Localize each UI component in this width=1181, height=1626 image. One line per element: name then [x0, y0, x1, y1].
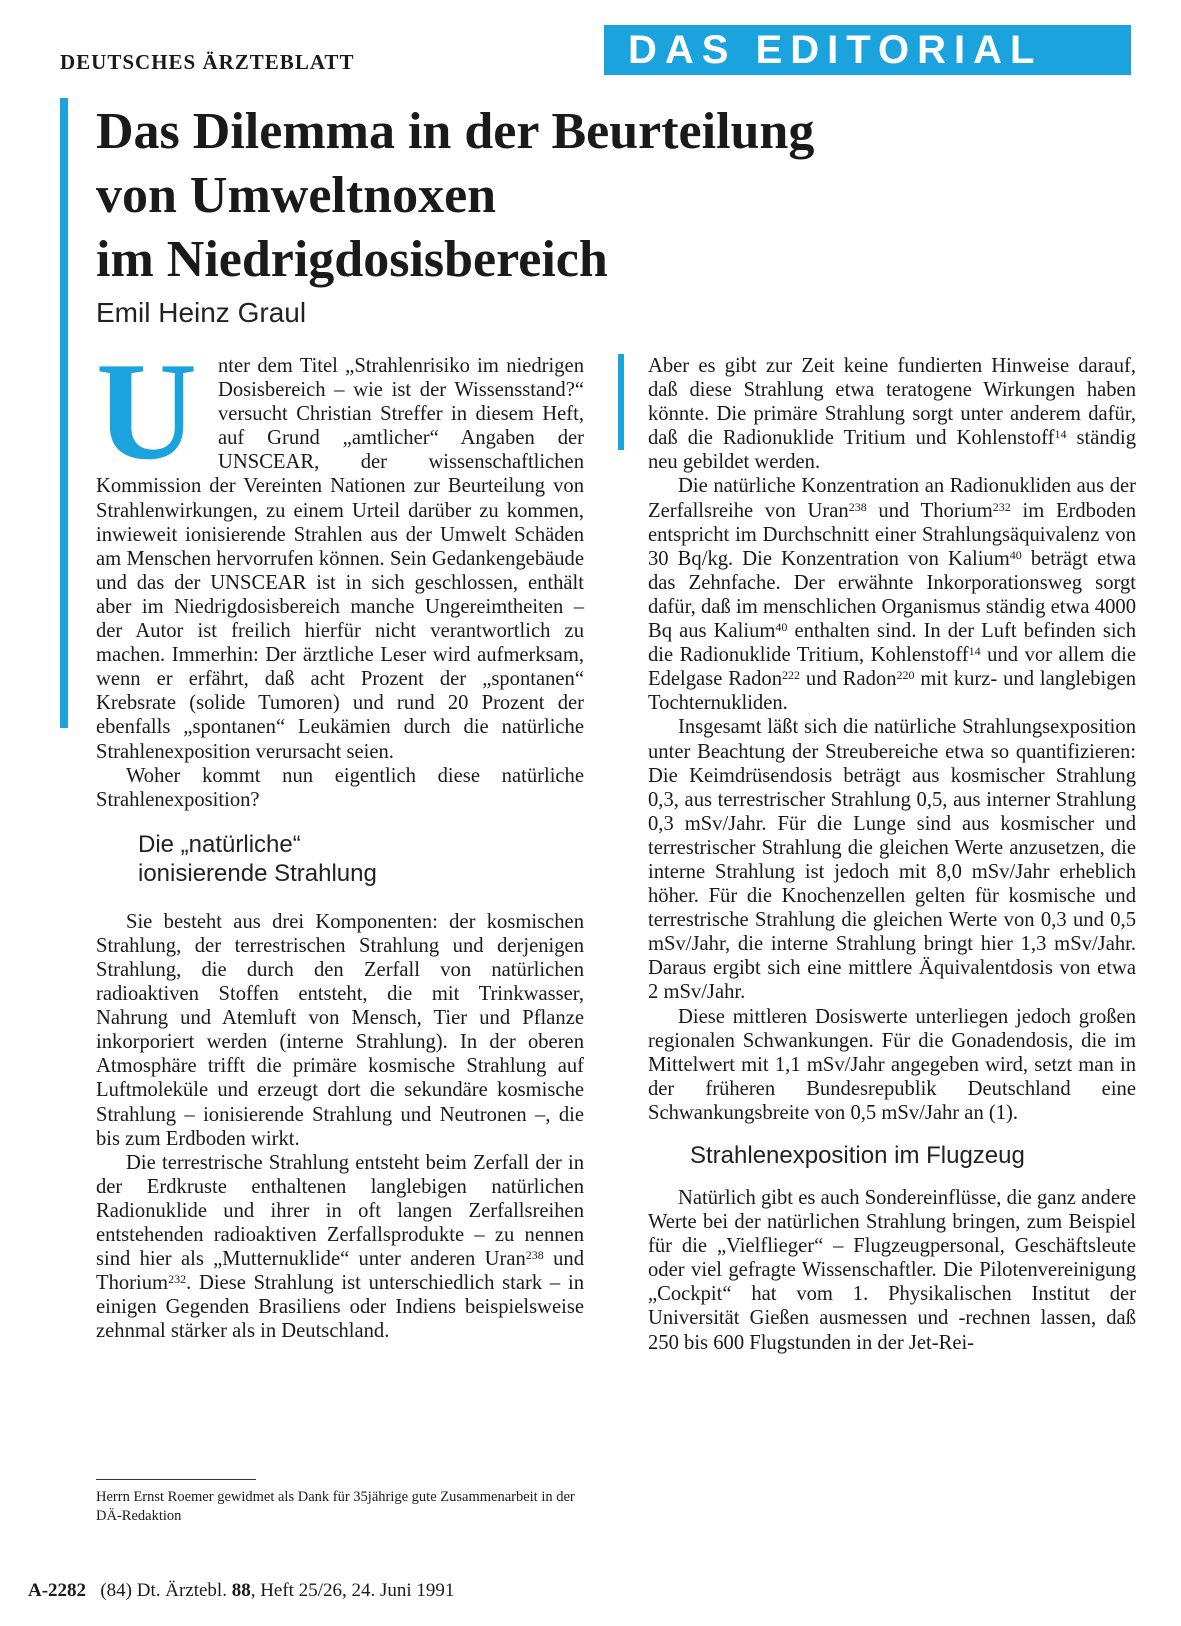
volume-number: 88 — [231, 1580, 251, 1601]
paragraph: Woher kommt nun eigentlich diese natürliche Strahlenexposition? — [96, 764, 584, 811]
superscript: 40 — [775, 620, 788, 635]
title-line: im Niedrigdosisbereich — [96, 231, 608, 288]
article-title — [96, 100, 1096, 292]
superscript: 222 — [782, 668, 801, 683]
superscript: 14 — [1054, 427, 1067, 442]
text-run: und Thorium — [866, 499, 993, 522]
superscript: 220 — [896, 668, 915, 683]
superscript: 232 — [992, 499, 1011, 514]
text-run: Aber es gibt zur Zeit keine fundierten Hinweise darauf, daß diese Strahlung etwa teratogene Wirkungen haben könnte. Die primäre Strahlung sorgt unter anderem dafür, daß die Radionuklide Tritium und Kohlenstoff — [648, 355, 1136, 450]
accent-bar-small — [618, 354, 624, 450]
column-left — [96, 334, 584, 1343]
paragraph-text: nter dem Titel „Strahlenrisiko im niedrigen Dosisbereich – wie ist der Wissensstand?“ versucht Christian Streffer in diesem Heft, auf Grund „amtlicher“ Angaben der UNSCEAR, der wissenschaftlichen Kommission der Vereinten Nationen zur Beurteilung von Strahlenwirkungen, zu einem Urteil darüber zu kommen, inwieweit ionisierende Strahlen aus der Umwelt Schäden am Menschen hervorrufen können. Sein Gedankengebäude und das der UNSCEAR ist in sich geschlossen, enthält aber im Niedrigdosisbereich manche Ungereimtheiten – der Autor ist freilich hierfür nicht verantwortlich zu machen. Immerhin: Der ärztliche Leser wird aufmerksam, wenn er erfährt, daß acht Prozent der „spontanen“ Krebsrate (solide Tumoren) und rund 20 Prozent der ebenfalls „spontanen“ Leukämien durch die natürliche Strahlenexposition verursacht seien. — [96, 355, 584, 763]
paragraph — [96, 334, 584, 764]
paragraph: Insgesamt läßt sich die natürliche Strahlungsexposition unter Beachtung der Streubereiche etwa so quantifizieren: Die Keimdrüsendosis beträgt aus kosmischer Strahlung 0,3, aus terrestrischer Strahlung 0,5, aus interner Strahlung 0,3 mSv/Jahr. Für die Lunge sind aus kosmischer und terrestrischer Strahlung die gleichen Werte anzusetzen, die interne Strahlung ist jedoch mit 8,0 mSv/Jahr erheblich höher. Für die Knochenzellen gelten für kosmische und terrestrische Strahlung die gleichen Werte von 0,3 und 0,5 mSv/Jahr, die interne Strahlung bringt hier 1,3 mSv/Jahr. Daraus ergibt sich eine mittlere Äquivalentdosis von etwa 2 mSv/Jahr. — [648, 716, 1136, 1004]
title-line: von Umweltnoxen — [96, 167, 497, 224]
footer-citation: (84) Dt. Ärztebl. — [100, 1580, 232, 1601]
section-banner: DAS EDITORIAL — [604, 25, 1131, 75]
section-heading — [138, 830, 584, 888]
text-run: Die terrestrische Strahlung entsteht beim Zerfall der in der Erdkruste enthaltenen langlebigen natürlichen Radionuklide und ihrer in oft langen Zerfallsreihen entstehenden radioaktiven Zerfallsprodukte – zu nennen sind hier als „Mutternuklide“ unter anderen Uran — [96, 1151, 584, 1271]
superscript: 238 — [525, 1248, 544, 1263]
text-run: mit kurz- und langlebigen Tochternukliden. — [648, 668, 1137, 715]
author: Emil Heinz Graul — [96, 297, 307, 328]
accent-bar — [60, 98, 68, 728]
paragraph — [648, 474, 1136, 715]
footnote-divider — [96, 1479, 256, 1480]
text-run: ständig neu gebildet werden. — [648, 427, 1137, 474]
page-footer — [28, 1580, 454, 1602]
heading-line: Die „natürliche“ — [138, 830, 301, 858]
text-run: im Erdboden entspricht im Durchschnitt einer Strahlungsäquivalenz von 30 Bq/kg. Die Konzentration von Kalium — [648, 499, 1137, 570]
text-run: und vor allem die Edelgase Radon — [648, 644, 1136, 691]
text-run: . Diese Strahlung ist unterschiedlich stark – in einigen Gegenden Brasiliens oder Indiens beispielsweise zehnmal stärker als in Deutschland. — [96, 1272, 584, 1343]
paragraph — [96, 1151, 584, 1344]
drop-cap: U — [96, 334, 198, 489]
title-line: Das Dilemma in der Beurteilung — [96, 103, 815, 160]
text-run: Die natürliche Konzentration an Radionukliden aus der Zerfallsreihe von Uran — [648, 475, 1136, 522]
superscript: 232 — [168, 1272, 187, 1287]
text-run: beträgt etwa das Zehnfache. Der erwähnte Inkorporationsweg sorgt dafür, daß im menschlichen Organismus ständig etwa 4000 Bq aus Kalium — [648, 547, 1137, 643]
section-heading: Strahlenexposition im Flugzeug — [690, 1142, 1025, 1169]
journal-name: DEUTSCHES ÄRZTEBLATT — [60, 50, 355, 74]
page-code: A-2282 — [28, 1580, 87, 1601]
text-run: und Thorium — [96, 1248, 584, 1295]
paragraph — [648, 354, 1136, 474]
paragraph: Sie besteht aus drei Komponenten: der kosmischen Strahlung, der terrestrischen Strahlung und derjenigen Strahlung, die durch den Zerfall von natürlichen radioaktiven Stoffen entsteht, die mit Trinkwasser, Nahrung und Atemluft von Mensch, Tier und Pflanze inkorporiert werden (interne Strahlung). In der oberen Atmosphäre trifft die primäre kosmische Strahlung auf Luftmoleküle und erzeugt dort die sekundäre kosmische Strahlung – ionisierende Strahlung und Neutronen –, die bis zum Erdboden wirkt. — [96, 910, 584, 1150]
superscript: 40 — [1009, 547, 1022, 562]
superscript: 14 — [968, 644, 981, 659]
heading-line: ionisierende Strahlung — [138, 859, 377, 887]
text-run: enthalten sind. In der Luft befinden sich die Radionuklide Tritium, Kohlenstoff — [648, 620, 1136, 667]
footer-issue: , Heft 25/26, 24. Juni 1991 — [250, 1580, 455, 1601]
column-right — [648, 354, 1136, 1355]
paragraph: Natürlich gibt es auch Sondereinflüsse, die ganz andere Werte bei der natürlichen Strahlung bringen, zum Beispiel für die „Vielflieger“ – Flugzeugpersonal, Geschäftsleute oder viel gefragte Wissenschaftler. Die Pilotenvereinigung „Cockpit“ hat vom 1. Physikalischen Institut der Universität Gießen ausmessen und -rechnen lassen, daß 250 bis 600 Flugstunden in der Jet-Rei- — [648, 1187, 1136, 1354]
text-run: und Radon — [800, 668, 897, 691]
footnote: Herrn Ernst Roemer gewidmet als Dank für 35jährige gute Zusammenarbeit in der DÄ-Redaktion — [96, 1489, 575, 1524]
paragraph: Diese mittleren Dosiswerte unterliegen jedoch großen regionalen Schwankungen. Für die Gonadendosis, die im Mittelwert mit 1,1 mSv/Jahr angegeben wird, setzt man in der früheren Bundesrepublik Deutschland eine Schwankungsbreite von 0,5 mSv/Jahr an (1). — [648, 1005, 1136, 1124]
superscript: 238 — [848, 499, 867, 514]
